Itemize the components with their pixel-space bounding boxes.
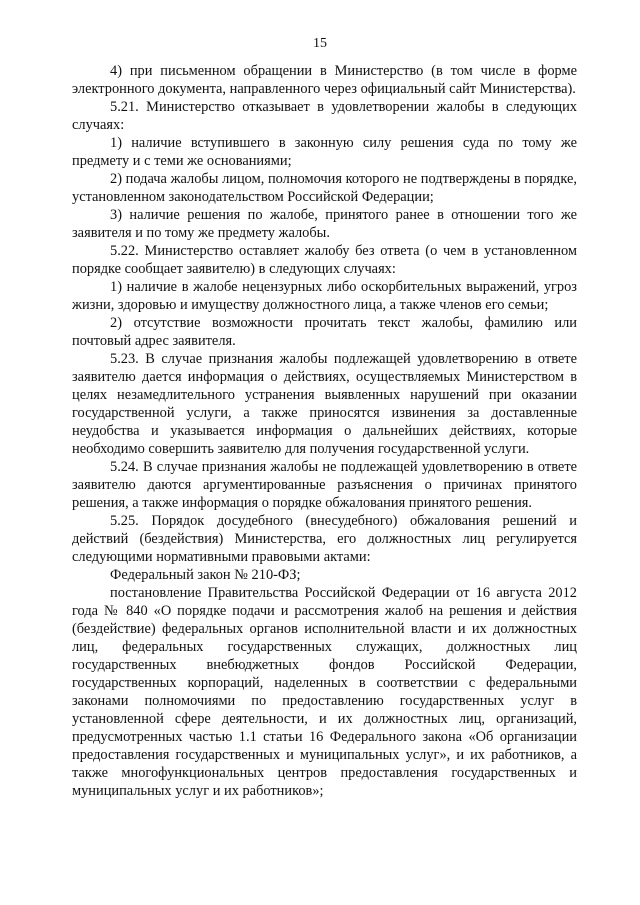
paragraph-5-21-item-1: 1) наличие вступившего в законную силу решения суда по тому же предмету и с теми же основаниями; xyxy=(72,135,577,169)
paragraph-5-23: 5.23. В случае признания жалобы подлежащей удовлетворению в ответе заявителю дается информация о действиях, осуществляемых Министерством в целях незамедлительного устранения выявленных нарушений при оказании государственной услуги, а также приносятся извинения за доставленные неудобства и указывается информация о дальнейших действиях, которые необходимо совершить заявителю для получения государственной услуги. xyxy=(72,351,577,457)
paragraph-item-4: 4) при письменном обращении в Министерство (в том числе в форме электронного документа, направленного через официальный сайт Министерства). xyxy=(72,63,577,97)
paragraph-5-21-item-3: 3) наличие решения по жалобе, принятого ранее в отношении того же заявителя и по тому же предмету жалобы. xyxy=(72,207,577,241)
paragraph-5-21: 5.21. Министерство отказывает в удовлетворении жалобы в следующих случаях: xyxy=(72,99,577,133)
paragraph-5-24: 5.24. В случае признания жалобы не подлежащей удовлетворению в ответе заявителю даются аргументированные разъяснения о причинах принятого решения, а также информация о порядке обжалования принятого решения. xyxy=(72,459,577,511)
paragraph-federal-law: Федеральный закон № 210-ФЗ; xyxy=(110,567,301,583)
paragraph-5-22: 5.22. Министерство оставляет жалобу без ответа (о чем в установленном порядке сообщает заявителю) в следующих случаях: xyxy=(72,243,577,277)
paragraph-government-decree: постановление Правительства Российской Федерации от 16 августа 2012 года № 840 «О порядке подачи и рассмотрения жалоб на решения и действия (бездействие) федеральных органов исполнительной власти и их должностных лиц, федеральных государственных служащих, должностных лиц государственных внебюджетных фондов Российской Федерации, государственных корпораций, наделенных в соответствии с федеральными законами полномочиями по предоставлению государственных услуг в установленной сфере деятельности, и их должностных лиц, организаций, предусмотренных частью 1.1 статьи 16 Федерального закона «Об организации предоставления государственных и муниципальных услуг», и их работников, а также многофункциональных центров предоставления государственных и муниципальных услуг и их работников»; xyxy=(72,585,577,799)
paragraph-5-25: 5.25. Порядок досудебного (внесудебного) обжалования решений и действий (бездействия) Министерства, его должностных лиц регулируется следующими нормативными правовыми актами: xyxy=(72,513,577,565)
document-body xyxy=(72,62,577,800)
paragraph-5-22-item-2: 2) отсутствие возможности прочитать текст жалобы, фамилию или почтовый адрес заявителя. xyxy=(72,315,577,349)
page-number: 15 xyxy=(313,36,327,51)
paragraph-5-22-item-1: 1) наличие в жалобе нецензурных либо оскорбительных выражений, угроз жизни, здоровью и имуществу должностного лица, а также членов его семьи; xyxy=(72,279,577,313)
paragraph-5-21-item-2: 2) подача жалобы лицом, полномочия которого не подтверждены в порядке, установленном законодательством Российской Федерации; xyxy=(72,171,577,205)
